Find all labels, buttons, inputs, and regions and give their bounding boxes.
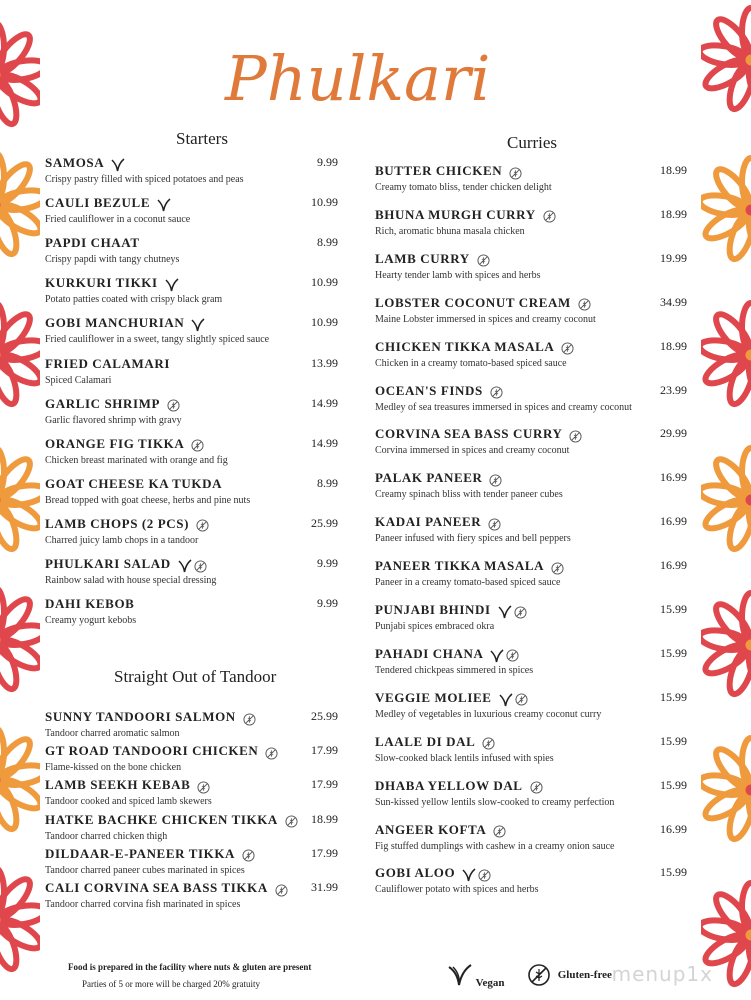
item-price: 17.99 bbox=[311, 743, 338, 758]
item-name bbox=[375, 383, 505, 400]
item-name bbox=[375, 646, 521, 663]
gluten-free-icon bbox=[285, 815, 298, 828]
vegan-leaf-icon bbox=[498, 605, 512, 619]
legend-vegan bbox=[447, 963, 505, 987]
gluten-free-icon bbox=[243, 713, 256, 726]
vegan-leaf-icon bbox=[111, 158, 125, 172]
gluten-free-icon bbox=[506, 649, 519, 662]
diet-icons bbox=[490, 384, 505, 400]
item-price: 10.99 bbox=[311, 275, 338, 290]
item-name bbox=[45, 195, 173, 212]
item-name bbox=[375, 295, 593, 312]
item-name-text: LOBSTER COCONUT CREAM bbox=[375, 294, 571, 310]
item-description: Cauliflower potato with spices and herbs bbox=[375, 884, 539, 896]
item-name bbox=[45, 436, 206, 453]
starters-title: Starters bbox=[176, 129, 228, 148]
diet-icons bbox=[489, 471, 504, 487]
vegan-leaf-icon bbox=[191, 318, 205, 332]
item-name-text: BHUNA MURGH CURRY bbox=[375, 206, 536, 222]
item-name-text: LAMB CURRY bbox=[375, 250, 470, 266]
gluten-free-icon bbox=[509, 167, 522, 180]
item-name bbox=[375, 822, 508, 839]
gluten-free-icon bbox=[265, 747, 278, 760]
item-description: Tandoor charred corvina fish marinated in spices bbox=[45, 899, 241, 910]
menupix-watermark: menup1x bbox=[611, 962, 713, 986]
item-name-text: ORANGE FIG TIKKA bbox=[45, 435, 185, 451]
item-name-text: CAULI BEZULE bbox=[45, 195, 151, 211]
item-description: Hearty tender lamb with spices and herbs bbox=[375, 269, 541, 281]
svg-text:Phulkari: Phulkari bbox=[225, 42, 491, 115]
left-floral-border bbox=[0, 0, 40, 1000]
diet-icons bbox=[488, 515, 503, 531]
item-name-text: LAMB CHOPS (2 PCS) bbox=[45, 515, 190, 531]
gluten-free-icon bbox=[167, 399, 180, 412]
item-name bbox=[375, 251, 492, 268]
gluten-free-icon bbox=[578, 298, 591, 311]
item-name bbox=[45, 846, 257, 863]
item-description: Fried cauliflower in a sweet, tangy slightly spiced sauce bbox=[45, 334, 270, 346]
gluten-free-icon bbox=[515, 693, 528, 706]
diet-icons bbox=[196, 517, 211, 533]
diet-icons bbox=[243, 710, 258, 726]
item-name bbox=[45, 396, 182, 413]
item-name-text: GOBI ALOO bbox=[375, 865, 456, 881]
vegan-leaf-icon bbox=[165, 278, 179, 292]
diet-icons bbox=[165, 276, 181, 292]
diet-icons bbox=[167, 397, 182, 413]
item-name-text: OCEAN'S FINDS bbox=[375, 382, 483, 398]
right-floral-border bbox=[701, 0, 751, 1000]
item-price: 13.99 bbox=[311, 355, 338, 370]
item-name-text: HATKE BACHKE CHICKEN TIKKA bbox=[45, 811, 278, 827]
item-description: Tandoor charred chicken thigh bbox=[45, 830, 168, 842]
item-price: 25.99 bbox=[311, 709, 338, 723]
item-price: 14.99 bbox=[311, 435, 338, 450]
item-price: 17.99 bbox=[311, 845, 338, 860]
floral-pattern bbox=[701, 0, 751, 1000]
diet-icons bbox=[477, 252, 492, 268]
vegan-label: Vegan bbox=[475, 976, 505, 989]
item-name-text: KADAI PANEER bbox=[375, 514, 482, 530]
gluten-free-icon bbox=[194, 560, 207, 573]
item-name-text: DAHI KEBOB bbox=[45, 596, 135, 612]
item-name bbox=[45, 880, 290, 897]
item-description: Bread topped with goat cheese, herbs and pine nuts bbox=[45, 494, 251, 506]
item-description: Punjabi spices embraced okra bbox=[375, 621, 495, 632]
item-description: Potato patties coated with crispy black gram bbox=[45, 294, 223, 306]
item-price: 15.99 bbox=[660, 689, 687, 704]
diet-icons bbox=[551, 559, 566, 575]
item-description: Creamy spinach bliss with tender paneer cubes bbox=[375, 489, 563, 501]
gluten-free-icon bbox=[490, 386, 503, 399]
item-name-text: DHABA YELLOW DAL bbox=[375, 777, 523, 793]
item-price: 18.99 bbox=[660, 163, 687, 177]
item-name bbox=[45, 476, 222, 492]
item-name bbox=[375, 734, 497, 751]
vegan-leaf-icon bbox=[157, 198, 171, 212]
item-name bbox=[45, 556, 209, 573]
gluten-free-icon bbox=[191, 439, 204, 452]
item-price: 15.99 bbox=[660, 602, 687, 616]
item-price: 16.99 bbox=[660, 558, 687, 573]
diet-icons bbox=[569, 427, 584, 443]
item-price: 10.99 bbox=[311, 195, 338, 210]
gluten-free-icon bbox=[197, 781, 210, 794]
item-description: Tendered chickpeas simmered in spices bbox=[375, 664, 534, 676]
item-description: Maine Lobster immersed in spices and creamy coconut bbox=[375, 313, 596, 325]
item-name-text: GARLIC SHRIMP bbox=[45, 395, 161, 411]
diet-icons bbox=[275, 881, 290, 897]
item-name-text: VEGGIE MOLIEE bbox=[375, 689, 492, 705]
diet-icons bbox=[462, 866, 493, 882]
diet-icons bbox=[499, 691, 530, 707]
gluten-free-icon bbox=[242, 849, 255, 862]
item-name-text: ANGEER KOFTA bbox=[375, 821, 487, 837]
gluten-free-label: Gluten-free bbox=[557, 968, 612, 981]
item-description: Paneer in a creamy tomato-based spiced sauce bbox=[375, 577, 561, 589]
gluten-free-icon bbox=[561, 342, 574, 355]
item-description: Creamy yogurt kebobs bbox=[45, 615, 137, 627]
item-price: 15.99 bbox=[660, 733, 687, 748]
gluten-free-icon bbox=[489, 474, 502, 487]
item-price: 9.99 bbox=[317, 556, 338, 570]
item-name bbox=[375, 514, 503, 531]
gluten-free-icon bbox=[275, 884, 288, 897]
item-price: 15.99 bbox=[660, 777, 687, 792]
vegan-leaf-icon bbox=[462, 868, 476, 882]
item-description: Charred juicy lamb chops in a tandoor bbox=[45, 534, 199, 546]
item-description: Creamy tomato bliss, tender chicken delight bbox=[375, 182, 552, 193]
diet-icons bbox=[493, 823, 508, 839]
item-name bbox=[45, 356, 170, 372]
diet-icons bbox=[178, 557, 209, 573]
gluten-free-icon bbox=[478, 869, 491, 882]
item-name bbox=[375, 339, 576, 356]
item-description: Chicken in a creamy tomato-based spiced sauce bbox=[375, 357, 567, 369]
diet-icons bbox=[191, 437, 206, 453]
diet-icons bbox=[490, 647, 521, 663]
item-name-text: CALI CORVINA SEA BASS TIKKA bbox=[45, 880, 268, 895]
item-name bbox=[375, 778, 545, 795]
item-name-text: PAPDI CHAAT bbox=[45, 235, 140, 251]
item-name bbox=[45, 596, 134, 612]
item-name-text: PHULKARI SALAD bbox=[45, 556, 171, 571]
item-price: 18.99 bbox=[311, 811, 338, 826]
item-description: Corvina immersed in spices and creamy coconut bbox=[375, 445, 570, 457]
item-price: 9.99 bbox=[317, 155, 338, 169]
phulkari-logo bbox=[215, 20, 515, 144]
item-price: 18.99 bbox=[660, 206, 687, 221]
item-name bbox=[45, 709, 258, 726]
logo-script bbox=[215, 20, 515, 140]
diet-icons bbox=[242, 847, 257, 863]
item-name bbox=[45, 235, 140, 251]
item-name-text: LAMB SEEKH KEBAB bbox=[45, 777, 191, 793]
item-description: Tandoor charred aromatic salmon bbox=[45, 728, 180, 739]
item-description: Tandoor charred paneer cubes marinated in spices bbox=[45, 864, 245, 876]
item-description: Rainbow salad with house special dressing bbox=[45, 575, 217, 586]
diet-icons bbox=[265, 744, 280, 760]
item-price: 15.99 bbox=[660, 865, 687, 880]
item-name-text: SUNNY TANDOORI SALMON bbox=[45, 709, 236, 724]
item-name bbox=[45, 743, 280, 760]
item-name bbox=[375, 558, 566, 575]
item-name bbox=[45, 516, 211, 533]
item-name bbox=[375, 865, 493, 882]
diet-icons bbox=[157, 196, 173, 212]
diet-icons bbox=[578, 296, 593, 312]
item-price: 16.99 bbox=[660, 470, 687, 485]
item-description: Slow-cooked black lentils infused with spies bbox=[375, 752, 554, 764]
item-name bbox=[375, 470, 504, 487]
item-price: 23.99 bbox=[660, 382, 687, 397]
item-description: Garlic flavored shrimp with gravy bbox=[45, 414, 182, 426]
allergen-note: Food is prepared in the facility where nuts & gluten are present bbox=[68, 962, 312, 972]
item-price: 16.99 bbox=[660, 514, 687, 529]
diet-icons bbox=[509, 164, 524, 180]
item-name bbox=[375, 690, 530, 707]
item-name-text: PALAK PANEER bbox=[375, 470, 483, 486]
floral-pattern bbox=[0, 0, 40, 1000]
diet-icons bbox=[561, 340, 576, 356]
item-price: 19.99 bbox=[660, 250, 687, 265]
gluten-free-icon bbox=[514, 606, 527, 619]
item-name-text: FRIED CALAMARI bbox=[45, 355, 171, 371]
diet-icons bbox=[111, 156, 127, 172]
item-description: Medley of vegetables in luxurious creamy coconut curry bbox=[375, 708, 602, 720]
item-price: 29.99 bbox=[660, 426, 687, 441]
tandoor-title: Straight Out of Tandoor bbox=[114, 667, 277, 686]
item-price: 9.99 bbox=[317, 596, 338, 611]
item-price: 34.99 bbox=[660, 294, 687, 309]
item-description: Fig stuffed dumplings with cashew in a creamy onion sauce bbox=[375, 840, 615, 852]
item-name-text: CHICKEN TIKKA MASALA bbox=[375, 338, 555, 354]
item-name-text: CORVINA SEA BASS CURRY bbox=[375, 426, 563, 442]
item-name bbox=[45, 777, 212, 794]
item-description: Rich, aromatic bhuna masala chicken bbox=[375, 225, 525, 237]
gluten-free-icon bbox=[488, 518, 501, 531]
item-price: 16.99 bbox=[660, 821, 687, 836]
gluten-free-icon bbox=[196, 519, 209, 532]
item-name-text: DILDAAR-E-PANEER TIKKA bbox=[45, 845, 236, 861]
item-price: 18.99 bbox=[660, 338, 687, 353]
gluten-free-icon bbox=[530, 781, 543, 794]
item-name bbox=[45, 155, 127, 172]
item-price: 8.99 bbox=[317, 235, 338, 250]
item-price: 31.99 bbox=[311, 880, 338, 894]
item-name-text: BUTTER CHICKEN bbox=[375, 163, 503, 178]
item-name bbox=[45, 315, 207, 332]
item-name-text: PAHADI CHANA bbox=[375, 645, 484, 661]
item-name bbox=[375, 163, 524, 180]
diet-icons bbox=[191, 316, 207, 332]
vegan-leaf-icon bbox=[447, 963, 473, 987]
vegan-leaf-icon bbox=[499, 693, 513, 707]
item-description: Chicken breast marinated with orange and fig bbox=[45, 454, 228, 466]
item-price: 25.99 bbox=[311, 515, 338, 530]
item-name bbox=[375, 426, 584, 443]
vegan-leaf-icon bbox=[178, 559, 192, 573]
item-name-text: SAMOSA bbox=[45, 155, 105, 170]
item-name-text: GOAT CHEESE KA TUKDA bbox=[45, 475, 223, 491]
legend-gluten-free bbox=[527, 963, 612, 987]
item-price: 15.99 bbox=[660, 645, 687, 660]
item-name-text: KURKURI TIKKI bbox=[45, 275, 158, 291]
gratuity-note: Parties of 5 or more will be charged 20% gratuity bbox=[82, 979, 261, 989]
gluten-free-icon bbox=[482, 737, 495, 750]
item-name bbox=[45, 275, 181, 292]
item-name-text: LAALE DI DAL bbox=[375, 733, 476, 749]
gluten-free-icon bbox=[527, 963, 551, 987]
item-name-text: PUNJABI BHINDI bbox=[375, 602, 491, 617]
item-name-text: PANEER TIKKA MASALA bbox=[375, 558, 545, 574]
item-description: Fried cauliflower in a coconut sauce bbox=[45, 214, 191, 226]
item-price: 17.99 bbox=[311, 777, 338, 792]
item-description: Spiced Calamari bbox=[45, 374, 112, 386]
item-description: Crispy pastry filled with spiced potatoes and peas bbox=[45, 174, 244, 185]
item-price: 14.99 bbox=[311, 395, 338, 410]
diet-icons bbox=[543, 208, 558, 224]
item-description: Tandoor cooked and spiced lamb skewers bbox=[45, 796, 212, 808]
diet-icons bbox=[498, 603, 529, 619]
gluten-free-icon bbox=[493, 825, 506, 838]
item-price: 10.99 bbox=[311, 315, 338, 330]
gluten-free-icon bbox=[569, 430, 582, 443]
diet-icons bbox=[197, 778, 212, 794]
item-description: Sun-kissed yellow lentils slow-cooked to creamy perfection bbox=[375, 796, 615, 808]
gluten-free-icon bbox=[477, 254, 490, 267]
item-name bbox=[45, 812, 300, 829]
gluten-free-icon bbox=[543, 210, 556, 223]
item-price: 8.99 bbox=[317, 475, 338, 490]
item-description: Paneer infused with fiery spices and bell peppers bbox=[375, 533, 571, 545]
item-description: Flame-kissed on the bone chicken bbox=[45, 762, 182, 774]
gluten-free-icon bbox=[551, 562, 564, 575]
diet-icons bbox=[530, 779, 545, 795]
curries-title: Curries bbox=[507, 133, 558, 152]
item-name-text: GOBI MANCHURIAN bbox=[45, 315, 185, 331]
diet-icons bbox=[482, 735, 497, 751]
item-name bbox=[375, 602, 529, 619]
vegan-leaf-icon bbox=[490, 649, 504, 663]
item-description: Medley of sea treasures immersed in spices and creamy coconut bbox=[375, 401, 632, 413]
item-name-text: GT ROAD TANDOORI CHICKEN bbox=[45, 743, 259, 759]
item-description: Crispy papdi with tangy chutneys bbox=[45, 254, 180, 266]
item-name bbox=[375, 207, 558, 224]
